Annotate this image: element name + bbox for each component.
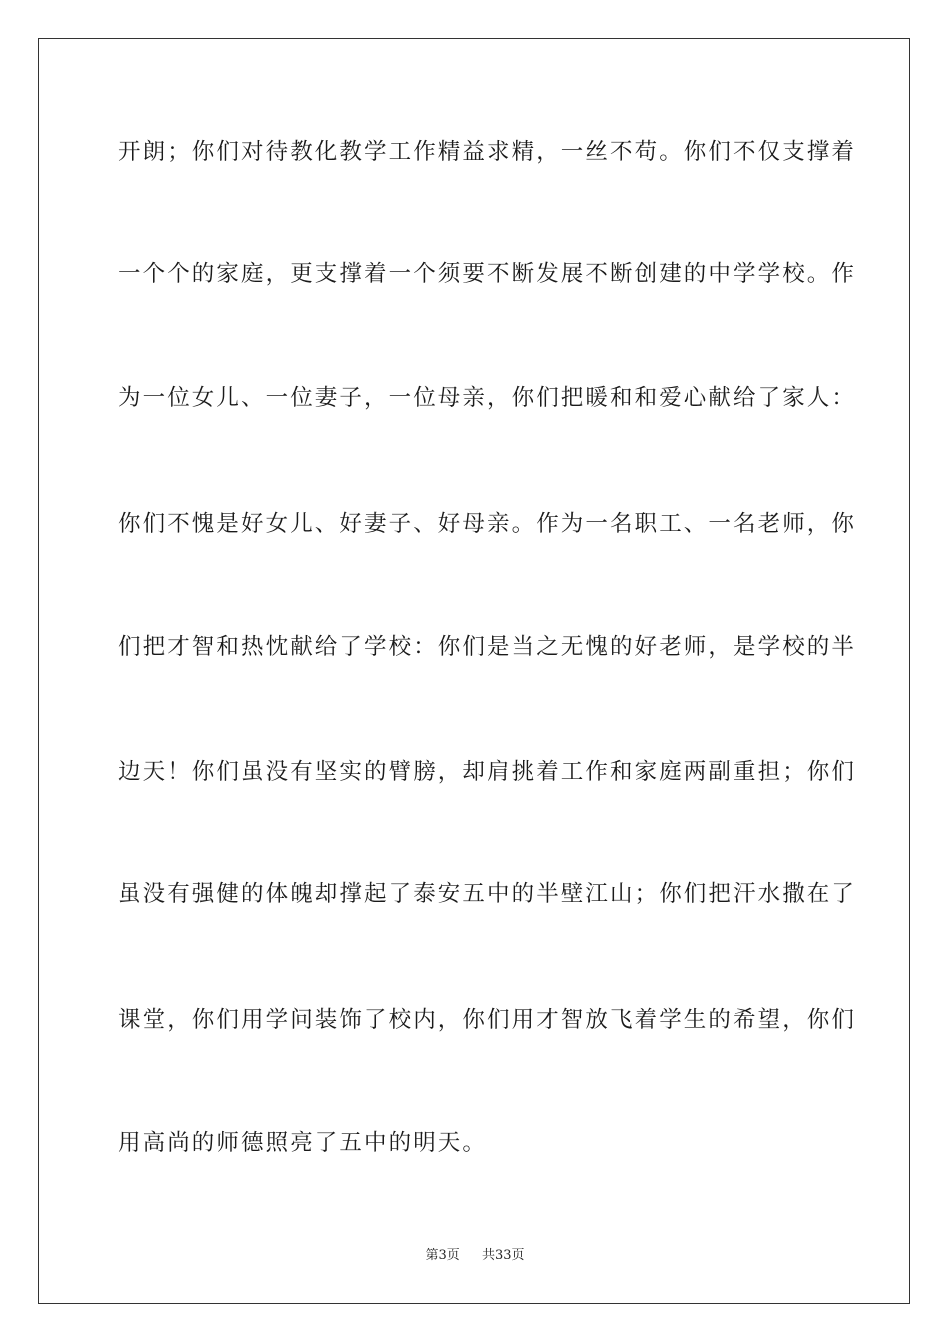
total-page-count: 共33页 bbox=[482, 1248, 525, 1263]
text-line: 课堂，你们用学问装饰了校内，你们用才智放飞着学生的希望，你们 bbox=[118, 1007, 857, 1033]
text-line: 为一位女儿、一位妻子，一位母亲，你们把暖和和爱心献给了家人： bbox=[118, 385, 857, 411]
page-border bbox=[38, 38, 910, 1304]
page-footer bbox=[0, 1247, 950, 1265]
text-line: 虽没有强健的体魄却撑起了泰安五中的半壁江山；你们把汗水撒在了 bbox=[118, 881, 857, 907]
current-page-number: 第3页 bbox=[425, 1248, 460, 1263]
text-line: 你们不愧是好女儿、好妻子、好母亲。作为一名职工、一名老师，你 bbox=[118, 511, 857, 537]
text-line: 用高尚的师德照亮了五中的明天。 bbox=[118, 1130, 488, 1156]
text-line: 开朗；你们对待教化教学工作精益求精，一丝不苟。你们不仅支撑着 bbox=[118, 139, 857, 165]
text-line: 一个个的家庭，更支撑着一个须要不断发展不断创建的中学学校。作 bbox=[118, 261, 857, 287]
text-line: 边天！你们虽没有坚实的臂膀，却肩挑着工作和家庭两副重担；你们 bbox=[118, 759, 857, 785]
text-line: 们把才智和热忱献给了学校：你们是当之无愧的好老师，是学校的半 bbox=[118, 634, 857, 660]
